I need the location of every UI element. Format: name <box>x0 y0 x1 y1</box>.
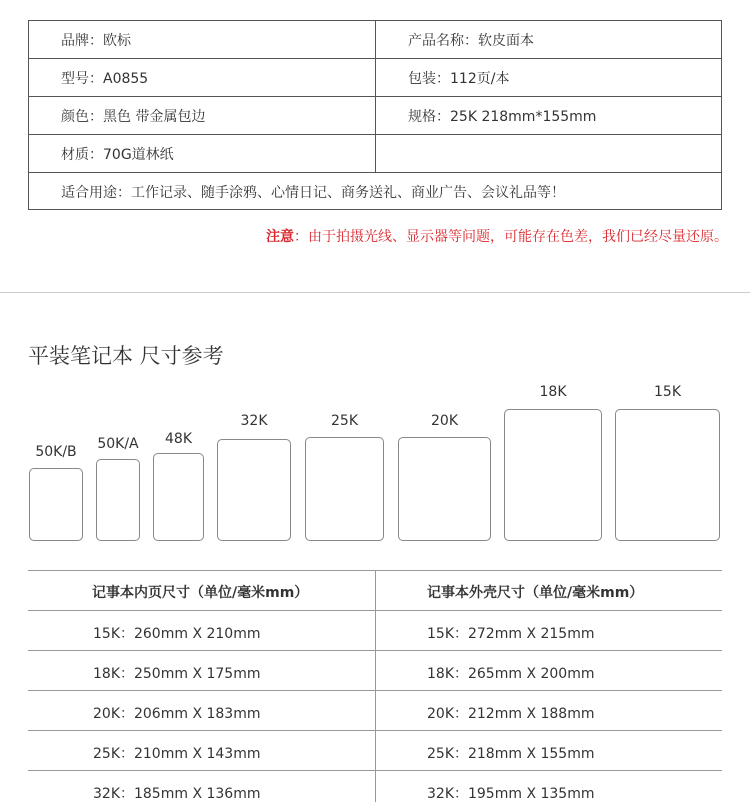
size-label: 50K/B <box>35 444 77 460</box>
notebook-outline <box>153 453 204 541</box>
spec-product-name: 产品名称：软皮面本 <box>408 32 534 49</box>
size-item-18k <box>504 384 602 541</box>
notebook-outline <box>305 437 384 541</box>
section-divider <box>0 292 750 293</box>
notebook-outline <box>29 468 83 541</box>
size-section-title: 平装笔记本 尺寸参考 <box>28 344 224 368</box>
inner-size-18k: 18K：250mm X 175mm <box>93 666 261 682</box>
spec-material: 材质：70G道林纸 <box>29 135 376 172</box>
spec-usage: 适合用途：工作记录、随手涂鸦、心情日记、商务送礼、商业广告、会议礼品等！ <box>61 184 565 201</box>
notebook-outline <box>96 459 140 541</box>
size-item-32k <box>217 413 291 541</box>
inner-size-20k: 20K：206mm X 183mm <box>93 706 261 722</box>
outer-size-18k: 18K：265mm X 200mm <box>427 666 595 682</box>
outer-size-20k: 20K：212mm X 188mm <box>427 706 595 722</box>
spec-row-material <box>29 135 721 173</box>
spec-row-model <box>29 59 721 97</box>
spec-color: 颜色：黑色 带金属包边 <box>29 97 376 134</box>
inner-size-15k: 15K：260mm X 210mm <box>93 626 261 642</box>
size-item-50ka <box>96 436 140 541</box>
spec-brand: 品牌：欧标 <box>29 21 376 58</box>
inner-size-25k: 25K：210mm X 143mm <box>93 746 261 762</box>
outer-size-header: 记事本外壳尺寸（单位/毫米mm） <box>427 585 644 601</box>
notebook-outline <box>398 437 491 541</box>
spec-row-color <box>29 97 721 135</box>
color-disclaimer-note <box>266 226 728 246</box>
size-illustration <box>0 378 750 548</box>
size-item-20k <box>398 413 491 541</box>
note-label: 注意 <box>266 229 294 245</box>
size-label: 25K <box>331 413 358 429</box>
table-column-divider <box>375 570 376 802</box>
size-item-15k <box>615 384 720 541</box>
size-label: 20K <box>431 413 458 429</box>
size-item-25k <box>305 413 384 541</box>
note-text: ：由于拍摄光线、显示器等问题，可能存在色差，我们已经尽量还原。 <box>294 229 728 245</box>
inner-size-32k: 32K：185mm X 136mm <box>93 786 261 802</box>
notebook-outline <box>615 409 720 541</box>
size-label: 15K <box>654 384 681 400</box>
outer-size-32k: 32K：195mm X 135mm <box>427 786 595 802</box>
outer-size-15k: 15K：272mm X 215mm <box>427 626 595 642</box>
inner-size-header: 记事本内页尺寸（单位/毫米mm） <box>92 585 309 601</box>
size-label: 18K <box>539 384 567 400</box>
size-item-48k <box>153 431 204 541</box>
spec-model: 型号：A0855 <box>29 59 376 96</box>
size-label: 50K/A <box>97 436 139 452</box>
size-item-50kb <box>29 444 83 541</box>
spec-row-brand <box>29 21 721 59</box>
spec-table <box>28 20 722 210</box>
notebook-outline <box>504 409 602 541</box>
spec-row-usage <box>29 173 721 210</box>
size-label: 32K <box>240 413 268 429</box>
outer-size-25k: 25K：218mm X 155mm <box>427 746 595 762</box>
notebook-outline <box>217 439 291 541</box>
spec-empty <box>376 135 721 172</box>
size-label: 48K <box>165 431 192 447</box>
spec-size: 规格：25K 218mm*155mm <box>408 108 597 125</box>
spec-packaging: 包装：112页/本 <box>408 70 510 87</box>
